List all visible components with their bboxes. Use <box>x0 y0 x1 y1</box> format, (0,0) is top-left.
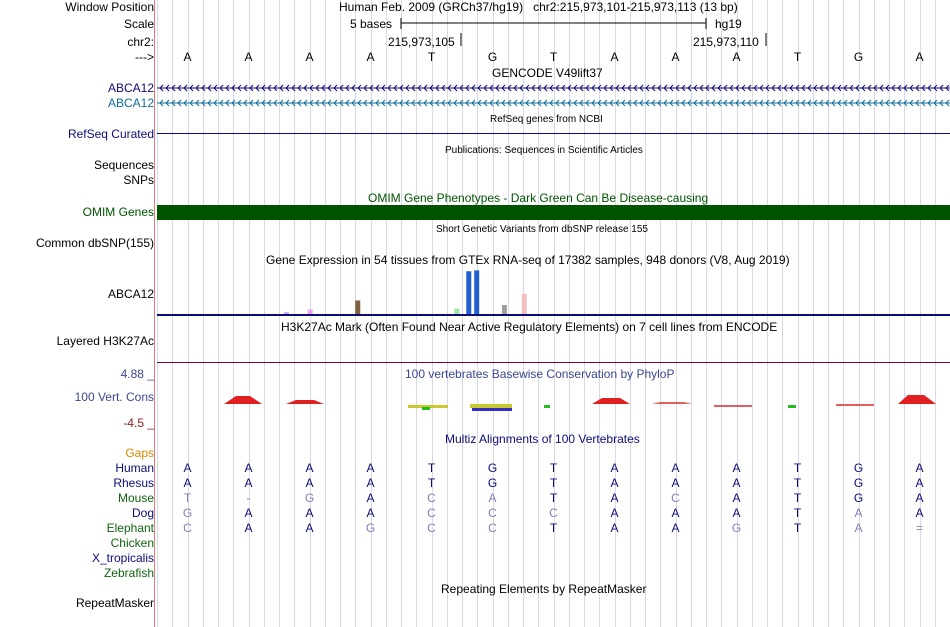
alignment-base: A <box>366 461 375 475</box>
species-label[interactable]: Zebrafish <box>103 566 154 580</box>
alignment-base: A <box>610 461 619 475</box>
base-letter: A <box>366 50 375 64</box>
strand-label: ---> <box>135 50 154 64</box>
refseq-label[interactable]: RefSeq Curated <box>67 127 154 141</box>
species-label[interactable]: X_tropicalis <box>91 551 154 565</box>
alignment-base: G <box>365 521 376 535</box>
alignment-base: A <box>610 476 619 490</box>
gencode-label-1[interactable]: ABCA12 <box>107 81 154 95</box>
alignment-base: A <box>366 491 375 505</box>
alignment-base: C <box>427 506 436 520</box>
phylop-max-label: 4.88 _ <box>120 367 154 381</box>
species-label[interactable]: Elephant <box>106 521 154 535</box>
dbsnp-title: Short Genetic Variants from dbSNP release 155 <box>436 224 648 235</box>
alignment-base: A <box>732 506 741 520</box>
base-letter: A <box>183 50 192 64</box>
alignment-base: A <box>671 461 680 475</box>
alignment-base: G <box>731 521 742 535</box>
base-letter: A <box>305 50 314 64</box>
alignment-base: C <box>549 506 558 520</box>
window-position-label: Window Position <box>65 0 154 14</box>
dbsnp-label[interactable]: Common dbSNP(155) <box>35 236 154 250</box>
base-letter: T <box>549 50 558 64</box>
alignment-base: C <box>488 521 497 535</box>
base-letter: A <box>671 50 680 64</box>
chrom-label: chr2: <box>127 35 154 49</box>
alignment-base: C <box>427 521 436 535</box>
phylop-title: 100 vertebrates Basewise Conservation by PhyloP <box>405 367 675 381</box>
gtex-label[interactable]: ABCA12 <box>107 287 154 301</box>
alignment-base: T <box>427 476 436 490</box>
alignment-base: A <box>671 476 680 490</box>
alignment-base: A <box>915 491 924 505</box>
base-letter: G <box>487 50 498 64</box>
species-label[interactable]: Dog <box>131 506 154 520</box>
assembly-text: Human Feb. 2009 (GRCh37/hg19) <box>339 0 524 14</box>
species-label[interactable]: Chicken <box>110 536 154 550</box>
refseq-title: RefSeq genes from NCBI <box>490 114 603 125</box>
scale-text: 5 bases <box>350 17 393 31</box>
coord-left: 215,973,105 <box>388 35 455 49</box>
alignment-base: A <box>305 476 314 490</box>
alignment-base: G <box>304 491 315 505</box>
phylop-label[interactable]: 100 Vert. Cons <box>74 390 154 404</box>
alignment-base: T <box>183 491 192 505</box>
alignment-base: A <box>366 476 375 490</box>
alignment-base: A <box>915 461 924 475</box>
alignment-base: A <box>183 476 192 490</box>
alignment-base: G <box>182 506 193 520</box>
base-letter: T <box>793 50 802 64</box>
alignment-base: A <box>732 461 741 475</box>
alignment-base: T <box>549 461 558 475</box>
h3k27ac-label[interactable]: Layered H3K27Ac <box>56 334 154 348</box>
alignment-base: G <box>853 461 864 475</box>
species-label[interactable]: Human <box>115 461 154 475</box>
alignment-base: A <box>244 506 253 520</box>
h3k27ac-title: H3K27Ac Mark (Often Found Near Active Regulatory Elements) on 7 cell lines from ENCODE <box>281 320 778 334</box>
alignment-base: = <box>915 521 923 535</box>
alignment-base: A <box>915 476 924 490</box>
gencode-label-2[interactable]: ABCA12 <box>107 96 154 110</box>
alignment-base: A <box>244 476 253 490</box>
alignment-base: A <box>244 521 253 535</box>
coord-right: 215,973,110 <box>693 35 759 49</box>
alignment-base: - <box>246 491 251 505</box>
alignment-base: C <box>488 506 497 520</box>
base-letter: A <box>732 50 741 64</box>
scale-label: Scale <box>123 17 154 31</box>
alignment-base: A <box>305 521 314 535</box>
alignment-base: G <box>487 461 498 475</box>
alignment-base: T <box>793 506 802 520</box>
alignment-base: A <box>305 461 314 475</box>
alignment-base: T <box>793 476 802 490</box>
publications-title: Publications: Sequences in Scientific Articles <box>445 145 643 156</box>
species-label[interactable]: Rhesus <box>113 476 154 490</box>
alignment-base: A <box>854 521 863 535</box>
alignment-base: T <box>793 461 802 475</box>
alignment-base: A <box>183 461 192 475</box>
alignment-base: T <box>549 491 558 505</box>
alignment-base: T <box>549 476 558 490</box>
alignment-base: A <box>915 506 924 520</box>
base-letter: A <box>610 50 619 64</box>
alignment-base: A <box>366 506 375 520</box>
alignment-base: A <box>244 461 253 475</box>
alignment-base: G <box>487 476 498 490</box>
alignment-base: A <box>732 491 741 505</box>
gencode-title: GENCODE V49lift37 <box>492 66 603 80</box>
base-letter: T <box>427 50 436 64</box>
alignment-base: T <box>793 521 802 535</box>
base-letter: G <box>853 50 864 64</box>
gtex-title: Gene Expression in 54 tissues from GTEx RNA-seq of 17382 samples, 948 donors (V8, Aug 2019) <box>266 253 790 267</box>
base-letter: A <box>244 50 253 64</box>
alignment-base: G <box>853 476 864 490</box>
db-text: hg19 <box>715 17 742 31</box>
alignment-base: A <box>854 506 863 520</box>
publications-sequences-label[interactable]: Sequences <box>93 158 154 172</box>
alignment-base: A <box>305 506 314 520</box>
omim-title: OMIM Gene Phenotypes - Dark Green Can Be Disease-causing <box>368 191 709 205</box>
omim-label[interactable]: OMIM Genes <box>82 205 154 219</box>
multiz-gaps-label[interactable]: Gaps <box>125 446 154 460</box>
alignment-base: A <box>610 491 619 505</box>
alignment-base: G <box>853 491 864 505</box>
publications-snps-label[interactable]: SNPs <box>123 173 154 187</box>
alignment-base: C <box>427 491 436 505</box>
alignment-base: A <box>488 491 497 505</box>
alignment-base: A <box>671 506 680 520</box>
species-label[interactable]: Mouse <box>117 491 154 505</box>
alignment-base: C <box>183 521 192 535</box>
alignment-base: T <box>549 521 558 535</box>
position-text: chr2:215,973,101-215,973,113 (13 bp) <box>533 0 738 14</box>
alignment-base: A <box>610 506 619 520</box>
alignment-base: A <box>732 476 741 490</box>
phylop-min-label: -4.5 _ <box>123 416 154 430</box>
alignment-base: C <box>671 491 680 505</box>
repeatmasker-label[interactable]: RepeatMasker <box>75 596 154 610</box>
alignment-base: T <box>793 491 802 505</box>
alignment-base: T <box>427 461 436 475</box>
alignment-base: A <box>671 521 680 535</box>
repeatmasker-title: Repeating Elements by RepeatMasker <box>441 582 647 596</box>
base-letter: A <box>915 50 924 64</box>
multiz-title: Multiz Alignments of 100 Vertebrates <box>445 432 640 446</box>
alignment-base: A <box>610 521 619 535</box>
